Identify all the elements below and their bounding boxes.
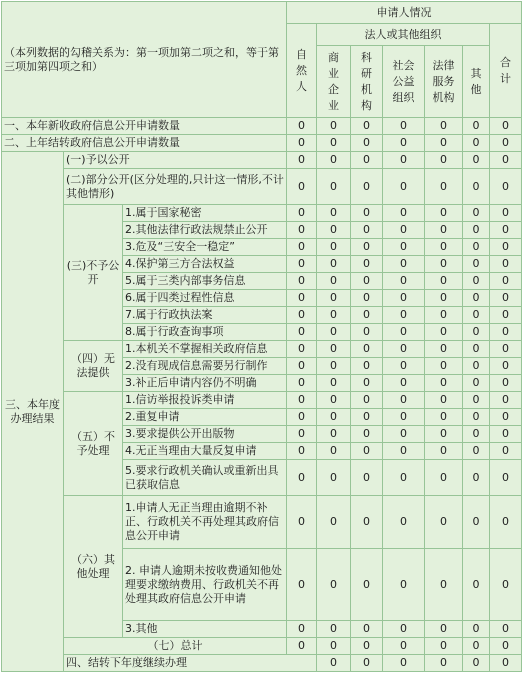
- count-cell: 0: [490, 409, 522, 426]
- count-cell: 0: [463, 205, 490, 222]
- count-cell: 0: [463, 169, 490, 205]
- count-cell: 0: [317, 222, 351, 239]
- count-cell: 0: [383, 392, 425, 409]
- count-cell: 0: [463, 358, 490, 375]
- count-cell: 0: [287, 409, 317, 426]
- count-cell: 0: [425, 392, 463, 409]
- count-cell: 0: [351, 496, 383, 549]
- count-cell: 0: [351, 222, 383, 239]
- count-cell: 0: [351, 152, 383, 169]
- count-cell: 0: [351, 290, 383, 307]
- count-cell: 0: [383, 222, 425, 239]
- count-cell: 0: [287, 638, 317, 655]
- count-cell: 0: [490, 460, 522, 496]
- sub-item: 3.危及“三安全一稳定”: [123, 239, 287, 256]
- count-cell: 0: [351, 307, 383, 324]
- sub-item: 5.要求行政机关确认或重新出具已获取信息: [123, 460, 287, 496]
- count-cell: 0: [425, 290, 463, 307]
- count-cell: 0: [425, 426, 463, 443]
- count-cell: 0: [463, 152, 490, 169]
- row-label-disclosed: (一)予以公开: [64, 152, 287, 169]
- row-label-partial: (二)部分公开(区分处理的,只计这一情形,不计其他情形): [64, 169, 287, 205]
- count-cell: 0: [490, 638, 522, 655]
- count-cell: 0: [287, 169, 317, 205]
- sub-item: 1.属于国家秘密: [123, 205, 287, 222]
- count-cell: 0: [317, 409, 351, 426]
- count-cell: 0: [287, 205, 317, 222]
- count-cell: 0: [317, 392, 351, 409]
- count-cell: 0: [425, 273, 463, 290]
- count-cell: 0: [490, 222, 522, 239]
- count-cell: 0: [383, 358, 425, 375]
- count-cell: 0: [287, 324, 317, 341]
- count-cell: 0: [383, 655, 425, 672]
- sub-item: 1.本机关不掌握相关政府信息: [123, 341, 287, 358]
- row-label-not-processed: （五）不予处理: [64, 392, 123, 496]
- count-cell: 0: [317, 118, 351, 135]
- sub-item: 4.无正当理由大量反复申请: [123, 443, 287, 460]
- count-cell: 0: [351, 549, 383, 621]
- count-cell: 0: [463, 443, 490, 460]
- table-body: [2, 2, 522, 672]
- count-cell: 0: [287, 118, 317, 135]
- row-label-other-handling: （六）其他处理: [64, 496, 123, 638]
- header-legal-service: 法律服务机构: [425, 46, 463, 118]
- count-cell: 0: [351, 375, 383, 392]
- count-cell: 0: [490, 273, 522, 290]
- count-cell: 0: [383, 152, 425, 169]
- count-cell: 0: [463, 460, 490, 496]
- count-cell: 0: [351, 655, 383, 672]
- count-cell: 0: [287, 135, 317, 152]
- count-cell: 0: [287, 307, 317, 324]
- count-cell: 0: [383, 549, 425, 621]
- count-cell: 0: [463, 307, 490, 324]
- count-cell: 0: [317, 239, 351, 256]
- count-cell: 0: [287, 460, 317, 496]
- count-cell: 0: [490, 375, 522, 392]
- count-cell: 0: [383, 324, 425, 341]
- count-cell: 0: [383, 341, 425, 358]
- row-label-results: 三、本年度办理结果: [2, 152, 64, 672]
- row-label-next-year: 四、结转下年度继续办理: [64, 655, 317, 672]
- count-cell: 0: [287, 621, 317, 638]
- count-cell: 0: [383, 621, 425, 638]
- sub-item: 2.重复申请: [123, 409, 287, 426]
- count-cell: 0: [383, 638, 425, 655]
- count-cell: 0: [490, 118, 522, 135]
- count-cell: 0: [463, 341, 490, 358]
- count-cell: 0: [287, 239, 317, 256]
- count-cell: 0: [463, 655, 490, 672]
- count-cell: 0: [287, 496, 317, 549]
- count-cell: 0: [383, 460, 425, 496]
- count-cell: 0: [351, 392, 383, 409]
- count-cell: 0: [287, 375, 317, 392]
- header-total: 合计: [490, 24, 522, 118]
- count-cell: 0: [383, 169, 425, 205]
- header-research: 科研机构: [351, 46, 383, 118]
- count-cell: 0: [490, 324, 522, 341]
- count-cell: 0: [383, 205, 425, 222]
- count-cell: 0: [463, 324, 490, 341]
- count-cell: 0: [425, 358, 463, 375]
- count-cell: 0: [490, 341, 522, 358]
- count-cell: 0: [490, 392, 522, 409]
- count-cell: 0: [490, 169, 522, 205]
- count-cell: 0: [383, 426, 425, 443]
- count-cell: 0: [383, 443, 425, 460]
- count-cell: 0: [463, 375, 490, 392]
- count-cell: 0: [317, 169, 351, 205]
- row-label-new: 一、本年新收政府信息公开申请数量: [2, 118, 287, 135]
- count-cell: 0: [317, 655, 351, 672]
- count-cell: 0: [351, 239, 383, 256]
- count-cell: 0: [317, 324, 351, 341]
- header-note: （本列数据的勾稽关系为：第一项加第二项之和，等于第三项加第四项之和）: [2, 2, 287, 118]
- sub-item: 1.申请人无正当理由逾期不补正、行政机关不再处理其政府信息公开申请: [123, 496, 287, 549]
- count-cell: 0: [317, 273, 351, 290]
- count-cell: 0: [383, 290, 425, 307]
- count-cell: 0: [463, 409, 490, 426]
- count-cell: 0: [490, 443, 522, 460]
- count-cell: 0: [490, 621, 522, 638]
- count-cell: 0: [490, 239, 522, 256]
- count-cell: 0: [383, 496, 425, 549]
- count-cell: 0: [490, 135, 522, 152]
- sub-item: 4.保护第三方合法权益: [123, 256, 287, 273]
- count-cell: 0: [317, 426, 351, 443]
- count-cell: 0: [287, 549, 317, 621]
- count-cell: 0: [287, 273, 317, 290]
- count-cell: 0: [425, 460, 463, 496]
- count-cell: 0: [425, 222, 463, 239]
- sub-item: 2.没有现成信息需要另行制作: [123, 358, 287, 375]
- count-cell: 0: [317, 205, 351, 222]
- count-cell: 0: [351, 621, 383, 638]
- count-cell: 0: [425, 549, 463, 621]
- count-cell: 0: [383, 307, 425, 324]
- sub-item: 7.属于行政执法案: [123, 307, 287, 324]
- count-cell: 0: [317, 496, 351, 549]
- count-cell: 0: [425, 256, 463, 273]
- count-cell: 0: [463, 273, 490, 290]
- count-cell: 0: [490, 655, 522, 672]
- count-cell: 0: [351, 118, 383, 135]
- count-cell: 0: [463, 426, 490, 443]
- count-cell: 0: [425, 324, 463, 341]
- count-cell: 0: [425, 169, 463, 205]
- count-cell: 0: [425, 655, 463, 672]
- count-cell: 0: [351, 638, 383, 655]
- count-cell: 0: [425, 341, 463, 358]
- count-cell: 0: [317, 621, 351, 638]
- count-cell: 0: [490, 290, 522, 307]
- count-cell: 0: [351, 409, 383, 426]
- count-cell: 0: [317, 460, 351, 496]
- count-cell: 0: [463, 135, 490, 152]
- sub-item: 3.其他: [123, 621, 287, 638]
- count-cell: 0: [351, 341, 383, 358]
- header-other: 其他: [463, 46, 490, 118]
- count-cell: 0: [317, 152, 351, 169]
- count-cell: 0: [490, 307, 522, 324]
- count-cell: 0: [463, 496, 490, 549]
- count-cell: 0: [287, 341, 317, 358]
- count-cell: 0: [490, 426, 522, 443]
- count-cell: 0: [463, 621, 490, 638]
- count-cell: 0: [317, 290, 351, 307]
- count-cell: 0: [425, 375, 463, 392]
- count-cell: 0: [287, 443, 317, 460]
- sub-item: 6.属于四类过程性信息: [123, 290, 287, 307]
- count-cell: 0: [351, 273, 383, 290]
- sub-item: 3.要求提供公开出版物: [123, 426, 287, 443]
- count-cell: 0: [351, 358, 383, 375]
- row-label-not-disclosed: (三)不予公开: [64, 205, 123, 341]
- count-cell: 0: [425, 409, 463, 426]
- count-cell: 0: [425, 152, 463, 169]
- row-label-unavailable: （四）无法提供: [64, 341, 123, 392]
- count-cell: 0: [383, 256, 425, 273]
- count-cell: 0: [490, 496, 522, 549]
- count-cell: 0: [351, 324, 383, 341]
- count-cell: 0: [463, 290, 490, 307]
- count-cell: 0: [490, 152, 522, 169]
- count-cell: 0: [463, 118, 490, 135]
- row-label-carryover: 二、上年结转政府信息公开申请数量: [2, 135, 287, 152]
- count-cell: 0: [317, 443, 351, 460]
- count-cell: 0: [490, 549, 522, 621]
- count-cell: 0: [383, 118, 425, 135]
- count-cell: 0: [351, 205, 383, 222]
- count-cell: 0: [351, 135, 383, 152]
- sub-item: 2. 申请人逾期未按收费通知他处理要求缴纳费用、行政机关不再处理其政府信息公开申请: [123, 549, 287, 621]
- count-cell: 0: [383, 239, 425, 256]
- count-cell: 0: [351, 169, 383, 205]
- count-cell: 0: [463, 222, 490, 239]
- count-cell: 0: [351, 426, 383, 443]
- count-cell: 0: [425, 307, 463, 324]
- sub-item: 8.属于行政查询事项: [123, 324, 287, 341]
- count-cell: 0: [317, 549, 351, 621]
- count-cell: 0: [425, 638, 463, 655]
- count-cell: 0: [490, 205, 522, 222]
- count-cell: 0: [425, 135, 463, 152]
- count-cell: 0: [425, 496, 463, 549]
- count-cell: 0: [317, 358, 351, 375]
- count-cell: 0: [317, 307, 351, 324]
- count-cell: 0: [425, 118, 463, 135]
- count-cell: 0: [317, 135, 351, 152]
- count-cell: 0: [351, 256, 383, 273]
- count-cell: 0: [383, 409, 425, 426]
- count-cell: 0: [383, 273, 425, 290]
- count-cell: 0: [425, 205, 463, 222]
- header-social: 社会公益组织: [383, 46, 425, 118]
- header-commercial: 商业企业: [317, 46, 351, 118]
- count-cell: 0: [463, 392, 490, 409]
- count-cell: 0: [351, 460, 383, 496]
- count-cell: 0: [287, 426, 317, 443]
- count-cell: 0: [383, 135, 425, 152]
- count-cell: 0: [287, 358, 317, 375]
- count-cell: 0: [287, 222, 317, 239]
- count-cell: 0: [463, 549, 490, 621]
- count-cell: 0: [463, 239, 490, 256]
- count-cell: 0: [490, 256, 522, 273]
- count-cell: 0: [317, 638, 351, 655]
- count-cell: 0: [351, 443, 383, 460]
- count-cell: 0: [425, 443, 463, 460]
- count-cell: 0: [490, 358, 522, 375]
- header-applicant: 申请人情况: [287, 2, 522, 24]
- count-cell: 0: [287, 290, 317, 307]
- header-legal-group: 法人或其他组织: [317, 24, 490, 46]
- count-cell: 0: [287, 392, 317, 409]
- statistics-table: [1, 1, 522, 672]
- count-cell: 0: [317, 256, 351, 273]
- count-cell: 0: [425, 239, 463, 256]
- count-cell: 0: [317, 375, 351, 392]
- sub-item: 5.属于三类内部事务信息: [123, 273, 287, 290]
- count-cell: 0: [287, 152, 317, 169]
- count-cell: 0: [383, 375, 425, 392]
- sub-item: 3.补正后申请内容仍不明确: [123, 375, 287, 392]
- row-label-total: （七）总计: [64, 638, 287, 655]
- count-cell: 0: [287, 256, 317, 273]
- count-cell: 0: [463, 256, 490, 273]
- header-natural-person: 自然人: [287, 24, 317, 118]
- count-cell: 0: [425, 621, 463, 638]
- count-cell: 0: [317, 341, 351, 358]
- count-cell: 0: [463, 638, 490, 655]
- sub-item: 2.其他法律行政法规禁止公开: [123, 222, 287, 239]
- sub-item: 1.信访举报投诉类申请: [123, 392, 287, 409]
